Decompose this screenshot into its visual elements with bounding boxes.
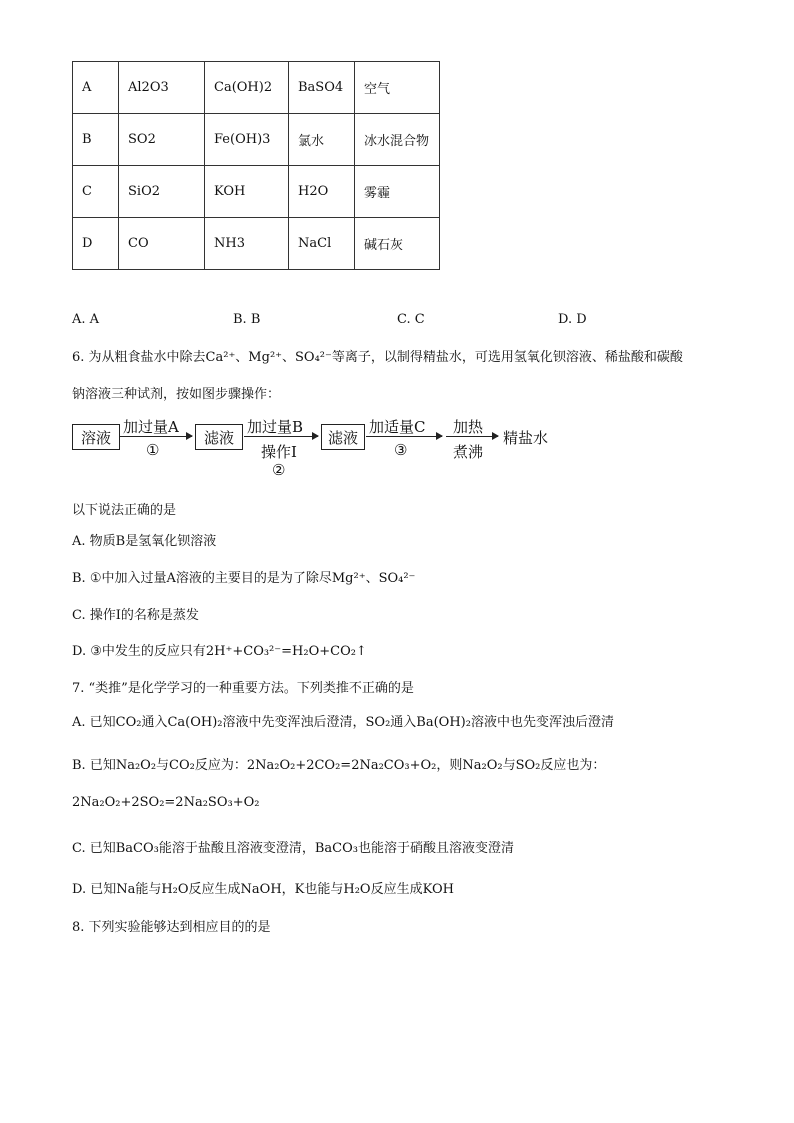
q6-option-c[interactable]: C. 操作I的名称是蒸发 <box>72 608 199 623</box>
table-cell: CO <box>119 218 205 270</box>
q6-option-d[interactable]: D. ③中发生的反应只有2H⁺+CO₃²⁻=H₂O+CO₂↑ <box>72 644 367 659</box>
q5-option-a[interactable]: A. A <box>72 312 100 327</box>
q6-option-a[interactable]: A. 物质B是氢氧化钡溶液 <box>72 534 217 549</box>
q7-option-b[interactable]: B. 已知Na₂O₂与CO₂反应为：2Na₂O₂+2CO₂=2Na₂CO₃+O₂，则Na₂O₂与SO₂反应也为： <box>72 758 606 773</box>
table-row-label: B <box>73 114 119 166</box>
table-cell: 雾霾 <box>355 166 440 218</box>
table-row <box>73 62 440 114</box>
q7-option-d[interactable]: D. 已知Na能与H₂O反应生成NaOH，K也能与H₂O反应生成KOH <box>72 882 454 897</box>
flow-box-filtrate-1: 滤液 <box>195 424 243 450</box>
table-cell: NH3 <box>205 218 289 270</box>
flow-arrow4-bottom: 煮沸 <box>453 443 484 461</box>
flow-arrow3-top: 加适量C <box>369 418 426 436</box>
table-cell: Fe(OH)3 <box>205 114 289 166</box>
q7-option-c[interactable]: C. 已知BaCO₃能溶于盐酸且溶液变澄清，BaCO₃也能溶于硝酸且溶液变澄清 <box>72 841 514 856</box>
table-cell: BaSO4 <box>289 62 355 114</box>
flow-arrow1-top: 加过量A <box>123 418 179 436</box>
flow-arrow-2 <box>244 436 318 437</box>
q8-stem: 8. 下列实验能够达到相应目的的是 <box>72 920 271 935</box>
table-row <box>73 114 440 166</box>
table-cell: 碱石灰 <box>355 218 440 270</box>
table-cell: 冰水混合物 <box>355 114 440 166</box>
table-row <box>73 166 440 218</box>
q7-option-b-equation: 2Na₂O₂+2SO₂=2Na₂SO₃+O₂ <box>72 795 260 810</box>
q6-question: 以下说法正确的是 <box>72 503 177 518</box>
flow-arrow2-top: 加过量B <box>247 418 304 436</box>
q6-option-b[interactable]: B. ①中加入过量A溶液的主要目的是为了除尽Mg²⁺、SO₄²⁻ <box>72 571 416 586</box>
q7-option-a[interactable]: A. 已知CO₂通入Ca(OH)₂溶液中先变浑浊后澄清，SO₂通入Ba(OH)₂溶液中也先变浑浊后澄清 <box>72 715 614 730</box>
flow-box-filtrate-2: 滤液 <box>321 424 365 450</box>
table-cell: 氯水 <box>289 114 355 166</box>
table-row-label: C <box>73 166 119 218</box>
table-cell: NaCl <box>289 218 355 270</box>
flow-arrow-4 <box>446 436 498 437</box>
table-cell: KOH <box>205 166 289 218</box>
flow-arrow4-top: 加热 <box>453 418 484 436</box>
table-cell: SiO2 <box>119 166 205 218</box>
table-cell: H2O <box>289 166 355 218</box>
flow-arrow-1 <box>120 436 192 437</box>
flow-arrow2-mid: 操作I <box>261 443 297 461</box>
q5-option-d[interactable]: D. D <box>558 312 587 327</box>
table-cell: 空气 <box>355 62 440 114</box>
table-cell: SO2 <box>119 114 205 166</box>
table-row-label: D <box>73 218 119 270</box>
flow-arrow-3 <box>366 436 442 437</box>
flow-arrow1-bottom: ① <box>146 441 160 459</box>
flow-box-solution: 溶液 <box>72 424 120 450</box>
table-row-label: A <box>73 62 119 114</box>
q6-stem-line2: 钠溶液三种试剂，按如图步骤操作： <box>72 387 281 402</box>
table-row <box>73 218 440 270</box>
q5-option-b[interactable]: B. B <box>233 312 261 327</box>
q6-stem-line1: 6. 为从粗食盐水中除去Ca²⁺、Mg²⁺、SO₄²⁻等离子，以制得精盐水，可选用氢氧化钡溶液、稀盐酸和碳酸 <box>72 350 683 365</box>
substance-table <box>72 61 440 270</box>
q5-option-c[interactable]: C. C <box>397 312 425 327</box>
flow-arrow3-bottom: ③ <box>394 441 408 459</box>
table-cell: Al2O3 <box>119 62 205 114</box>
table-cell: Ca(OH)2 <box>205 62 289 114</box>
q7-stem: 7. “类推”是化学学习的一种重要方法。下列类推不正确的是 <box>72 681 414 696</box>
flow-arrow2-bottom: ② <box>272 461 286 479</box>
flow-end-brine: 精盐水 <box>503 429 549 447</box>
